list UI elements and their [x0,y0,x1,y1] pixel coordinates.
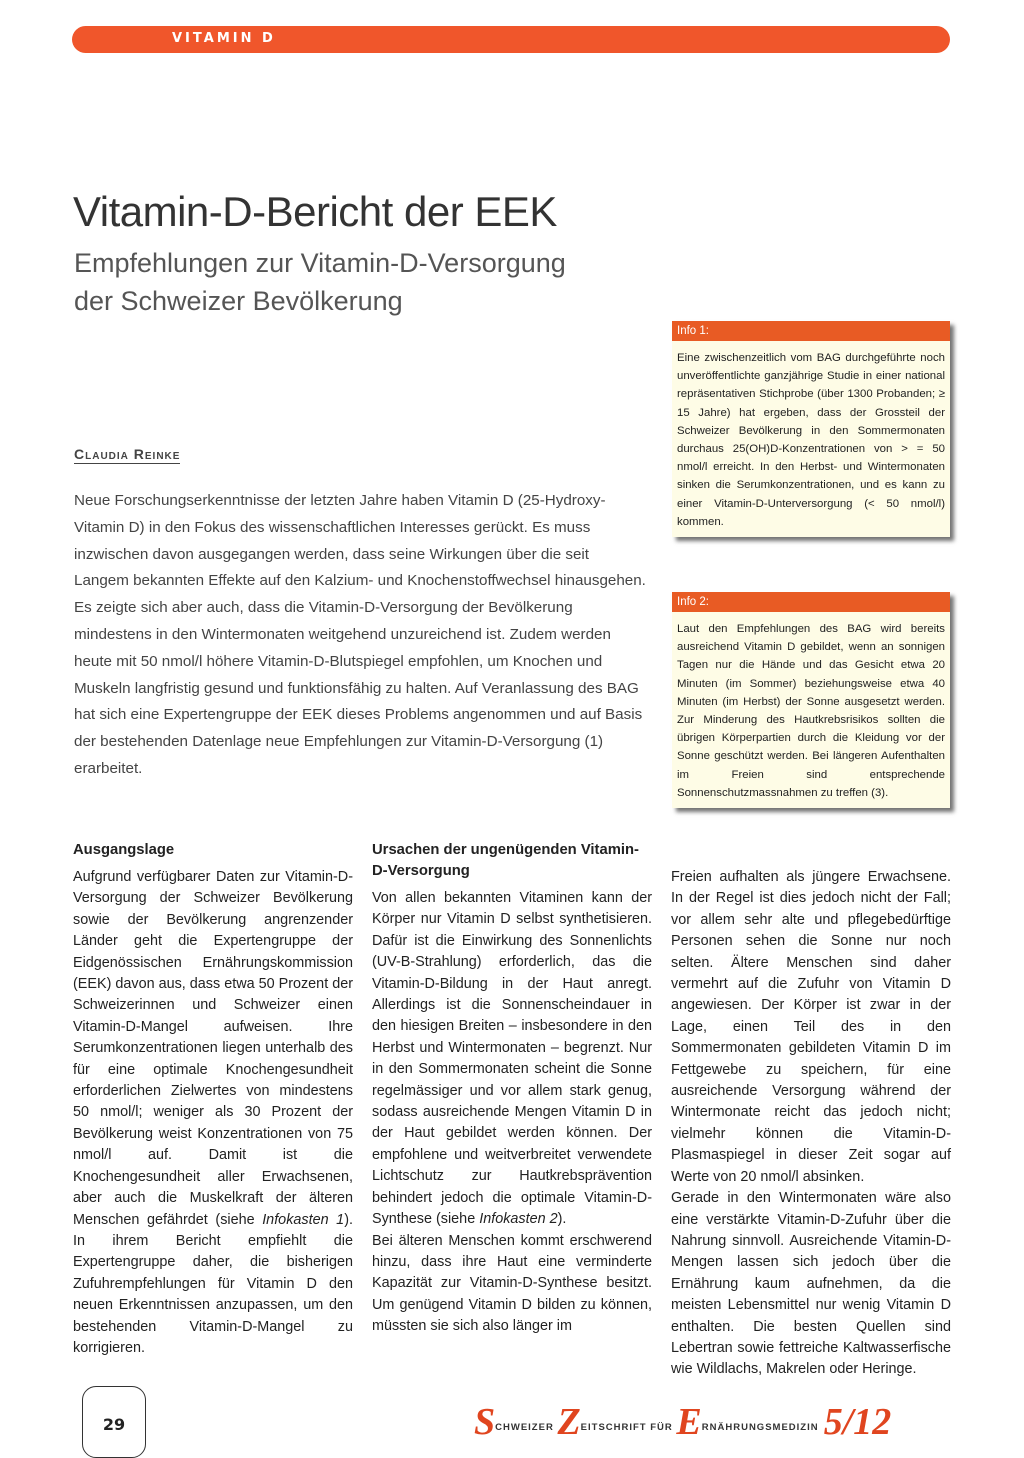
lead-paragraph: Neue Forschungserkenntnisse der letzten Jahre haben Vitamin D (25-Hydroxy-Vitamin D) in den Fokus des wissenschaftlichen Interesses gerückt. Es muss inzwischen davon ausgegangen werden, dass seine Wirkungen über die seit Langem bekannten Effekte auf den Kalzium- und Knochenstoffwechsel hinausgehen. Es zeigte sich aber auch, dass die Vitamin-D-Versorgung der Bevölkerung mindestens in den Wintermonaten weitgehend unzureichend ist. Zudem werden heute mit 50 nmol/l höhere Vitamin-D-Blutspiegel empfohlen, um Knochen und Muskeln langfristig gesund und funktionsfähig zu halten. Auf Veranlassung des BAG hat sich eine Expertengruppe der EEK dieses Problems angenommen und auf Basis der bestehenden Datenlage neue Empfehlungen zur Vitamin-D-Versorgung (1) erarbeitet. [74,492,646,777]
page-number-box [82,1386,146,1458]
column-2-paragraph-1 [372,888,652,1231]
infobox-1-reference: Infokasten 1 [262,1211,345,1228]
author-name: Claudia Reinke [74,446,181,462]
journal-initial-z: Z [557,1401,581,1443]
infobox-2-reference: Infokasten 2 [479,1211,558,1228]
info-box-2 [672,592,950,808]
journal-initial-e: E [676,1401,702,1443]
column-1-text-a: Aufgrund verfügbarer Daten zur Vitamin-D-Versorgung der Schweizer Bevölkerung sowie der Bevölkerung angrenzender Länder geht die Expertengruppe der Eidgenössischen Ernährungskommission (EEK) davon aus, dass etwa 50 Prozent der Schweizerinnen und Schweizer einen Vitamin-D-Mangel aufweisen. Ihre Serumkonzentrationen liegen unterhalb des für eine optimale Knochengesundheit erforderlichen Zielwertes von mindestens 50 nmol/l; weniger als 30 Prozent der Bevölkerung weist Konzentrationen von 75 nmol/l auf. Damit ist die Knochengesundheit aller Erwachsenen, aber auch die Muskelkraft der älteren Menschen gefährdet (siehe [73,869,353,1228]
column-3-paragraph-2: Gerade in den Wintermonaten wäre also eine verstärkte Vitamin-D-Zufuhr über die Nahrung sinnvoll. Ausreichende Vitamin-D-Mengen lassen sich jedoch über die Ernährung kaum aufnehmen, da die meisten Lebensmittel nur wenig Vitamin D enthalten. Die besten Quellen sind Lebertran sowie fettreiche Kaltwasserfische wie Wildlachs, Makrelen oder Heringe. [671,1190,951,1378]
section-heading-ausgangslage: Ausgangslage [73,842,175,858]
info-box-1-heading: Info 1: [672,321,950,341]
column-3 [671,867,951,1381]
journal-word-2: EITSCHRIFT FÜR [580,1422,677,1433]
journal-footer [474,1400,892,1443]
column-2 [372,840,652,1338]
journal-initial-s: S [474,1401,496,1443]
section-label: VITAMIN D [172,31,276,46]
info-box-2-heading: Info 2: [672,592,950,612]
journal-word-3: RNÄHRUNGSMEDIZIN [701,1422,819,1433]
info-box-1 [672,321,950,537]
issue-number: 5/12 [823,1401,892,1443]
column-2-text-a: Von allen bekannten Vitaminen kann der Körper nur Vitamin D selbst synthetisieren. Dafür ist die Einwirkung des Sonnenlichts (UV-B-Strahlung) erforderlich, das die Vitamin-D-Bildung in der Haut anregt. Allerdings ist die Sonnenscheindauer in den hiesigen Breiten – insbesondere in den Herbst und Wintermonaten – begrenzt. Nur in den Sommermonaten scheint die Sonne regelmässiger und vor allem stark genug, sodass ausreichende Mengen Vitamin D in der Haut gebildet werden können. Der empfohlene und weitverbreitet verwendete Lichtschutz zur Hautkrebsprävention behindert jedoch die optimale Vitamin-D-Synthese (siehe [372,890,652,1228]
subtitle-line-1: Empfehlungen zur Vitamin-D-Versorgung [74,248,566,278]
section-banner [72,26,950,53]
column-1-text [73,867,353,1359]
column-2-paragraph-2: Bei älteren Menschen kommt erschwerend hinzu, dass ihre Haut eine verminderte Kapazität zur Vitamin-D-Synthese besitzt. Um genügend Vitamin D bilden zu können, müssten sie sich also länger im [372,1232,652,1335]
column-3-paragraph-1: Freien aufhalten als jüngere Erwachsene. In der Regel ist dies jedoch nicht der Fall; vor allem sehr alte und pflegebedürftige Personen sehen die Sonne nur noch selten. Ältere Menschen sind daher vermehrt auf die Zufuhr von Vitamin D angewiesen. Der Körper ist zwar in der Lage, einen Teil des in den Sommermonaten gebildeten Vitamin D im Fettgewebe zu speichern, für eine ausreichende Versorgung während der Wintermonate reicht das jedoch nicht; vielmehr können die Vitamin-D-Plasmaspiegel in dieser Zeit sogar auf Werte von 20 nmol/l absinken. [671,869,951,1185]
column-1 [73,840,353,1359]
page-number: 29 [102,1415,126,1434]
subtitle-line-2: der Schweizer Bevölkerung [74,286,403,316]
article-title: Vitamin-D-Bericht der EEK [73,188,557,235]
info-box-2-text: Laut den Empfehlungen des BAG wird bereits ausreichend Vitamin D gebildet, wenn an sonnigen Tagen nur die Hände und das Gesicht etwa 20 Minuten (im Sommer) beziehungsweise etwa 40 Minuten (im Herbst) der Sonne ausgesetzt werden. Zur Minderung des Hautkrebsrisikos sollten die übrigen Körperpartien durch die Kleidung vor der Sonne geschützt werden. Bei längeren Aufenthalten im Freien sind entsprechende Sonnenschutzmassnahmen zu treffen (3). [677,623,945,799]
section-heading-ursachen: Ursachen der ungenügenden Vitamin-D-Versorgung [372,842,639,879]
journal-word-1: CHWEIZER [495,1422,558,1433]
article-subtitle [74,244,566,320]
column-1-text-b: ). In ihrem Bericht empfiehlt die Expertengruppe daher, die bisherigen Zufuhrempfehlungen für Vitamin D den neuen Erkenntnissen anzupassen, um den bestehenden Vitamin-D-Mangel zu korrigieren. [73,1211,353,1356]
info-box-1-text: Eine zwischenzeitlich vom BAG durchgeführte noch unveröffentlichte ganzjährige Studie in einer national repräsentativen Stichprobe (über 1300 Probanden; ≥ 15 Jahre) hat ergeben, dass der Grossteil der Schweizer Bevölkerung in den Sommermonaten durchaus 25(OH)D-Konzentrationen von > = 50 nmol/l erreicht. In den Herbst- und Wintermonaten sinken die Serumkonzentrationen, und es kann zu einer Vitamin-D-Unterversorgung (< 50 nmol/l) kommen. [677,352,945,528]
column-2-text-b: ). [557,1211,567,1228]
